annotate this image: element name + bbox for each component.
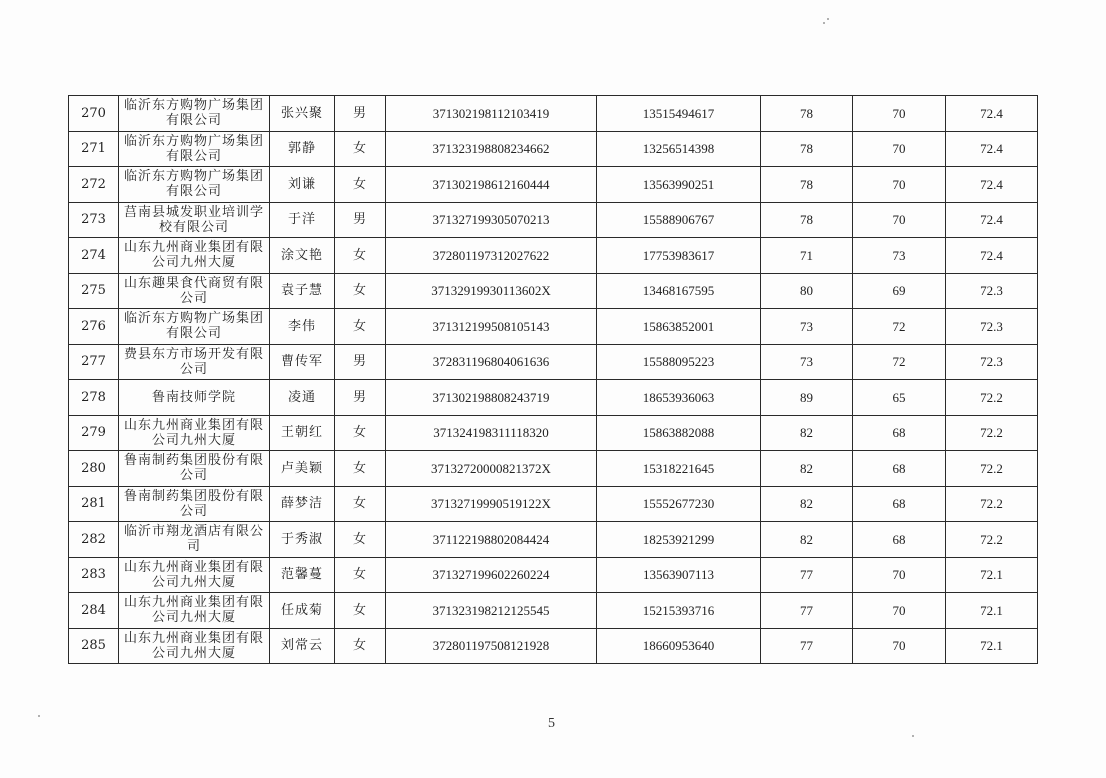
employer-cell: 临沂东方购物广场集团有限公司 [119, 96, 270, 132]
table-row [69, 273, 1038, 309]
row-index: 272 [69, 167, 119, 203]
gender-cell: 女 [335, 273, 386, 309]
table-row [69, 344, 1038, 380]
score-1-cell: 82 [761, 451, 853, 487]
table-row [69, 593, 1038, 629]
phone-cell: 15863882088 [597, 415, 761, 451]
scan-speck [827, 18, 829, 20]
phone-cell: 15863852001 [597, 309, 761, 345]
gender-cell: 女 [335, 557, 386, 593]
id-number-cell: 37132720000821372X [386, 451, 597, 487]
score-1-cell: 82 [761, 486, 853, 522]
score-2-cell: 70 [853, 167, 946, 203]
score-1-cell: 77 [761, 557, 853, 593]
score-2-cell: 72 [853, 309, 946, 345]
score-2-cell: 68 [853, 415, 946, 451]
employer-cell: 鲁南制药集团股份有限公司 [119, 451, 270, 487]
row-index: 281 [69, 486, 119, 522]
score-1-cell: 80 [761, 273, 853, 309]
name-cell: 李伟 [270, 309, 335, 345]
scan-speck [823, 22, 825, 24]
phone-cell: 15552677230 [597, 486, 761, 522]
employer-cell: 山东九州商业集团有限公司九州大厦 [119, 593, 270, 629]
gender-cell: 女 [335, 628, 386, 664]
employer-cell: 临沂东方购物广场集团有限公司 [119, 131, 270, 167]
id-number-cell: 371323198808234662 [386, 131, 597, 167]
name-cell: 凌通 [270, 380, 335, 416]
score-2-cell: 65 [853, 380, 946, 416]
gender-cell: 男 [335, 344, 386, 380]
table-body [69, 96, 1038, 664]
score-2-cell: 68 [853, 486, 946, 522]
id-number-cell: 371312199508105143 [386, 309, 597, 345]
employer-cell: 费县东方市场开发有限公司 [119, 344, 270, 380]
name-cell: 范馨蔓 [270, 557, 335, 593]
table-row [69, 451, 1038, 487]
total-score-cell: 72.3 [946, 309, 1038, 345]
score-1-cell: 82 [761, 415, 853, 451]
total-score-cell: 72.4 [946, 238, 1038, 274]
name-cell: 于秀淑 [270, 522, 335, 558]
row-index: 284 [69, 593, 119, 629]
total-score-cell: 72.4 [946, 167, 1038, 203]
phone-cell: 15318221645 [597, 451, 761, 487]
total-score-cell: 72.1 [946, 557, 1038, 593]
total-score-cell: 72.3 [946, 273, 1038, 309]
row-index: 285 [69, 628, 119, 664]
gender-cell: 女 [335, 486, 386, 522]
score-2-cell: 72 [853, 344, 946, 380]
phone-cell: 13563990251 [597, 167, 761, 203]
id-number-cell: 371323198212125545 [386, 593, 597, 629]
id-number-cell: 37132919930113602X [386, 273, 597, 309]
total-score-cell: 72.4 [946, 96, 1038, 132]
score-2-cell: 70 [853, 131, 946, 167]
table-row [69, 96, 1038, 132]
phone-cell: 15588095223 [597, 344, 761, 380]
gender-cell: 男 [335, 202, 386, 238]
name-cell: 郭静 [270, 131, 335, 167]
gender-cell: 女 [335, 522, 386, 558]
total-score-cell: 72.2 [946, 415, 1038, 451]
total-score-cell: 72.1 [946, 593, 1038, 629]
name-cell: 曹传军 [270, 344, 335, 380]
row-index: 279 [69, 415, 119, 451]
id-number-cell: 371302198112103419 [386, 96, 597, 132]
table-row [69, 380, 1038, 416]
table-row [69, 202, 1038, 238]
score-1-cell: 77 [761, 628, 853, 664]
score-1-cell: 77 [761, 593, 853, 629]
id-number-cell: 372831196804061636 [386, 344, 597, 380]
page-number: 5 [548, 716, 555, 731]
phone-cell: 18253921299 [597, 522, 761, 558]
score-2-cell: 70 [853, 593, 946, 629]
table-row [69, 486, 1038, 522]
score-1-cell: 82 [761, 522, 853, 558]
phone-cell: 17753983617 [597, 238, 761, 274]
employer-cell: 山东九州商业集团有限公司九州大厦 [119, 238, 270, 274]
row-index: 273 [69, 202, 119, 238]
row-index: 270 [69, 96, 119, 132]
employer-cell: 山东九州商业集团有限公司九州大厦 [119, 628, 270, 664]
name-cell: 张兴聚 [270, 96, 335, 132]
total-score-cell: 72.4 [946, 131, 1038, 167]
table-row [69, 522, 1038, 558]
name-cell: 任成菊 [270, 593, 335, 629]
id-number-cell: 37132719990519122X [386, 486, 597, 522]
score-2-cell: 70 [853, 202, 946, 238]
employer-cell: 山东九州商业集团有限公司九州大厦 [119, 557, 270, 593]
gender-cell: 女 [335, 451, 386, 487]
employer-cell: 临沂东方购物广场集团有限公司 [119, 167, 270, 203]
employer-cell: 鲁南技师学院 [119, 380, 270, 416]
score-1-cell: 78 [761, 202, 853, 238]
score-2-cell: 70 [853, 557, 946, 593]
score-1-cell: 78 [761, 131, 853, 167]
table-row [69, 628, 1038, 664]
total-score-cell: 72.2 [946, 486, 1038, 522]
scan-speck [38, 715, 40, 717]
score-2-cell: 70 [853, 628, 946, 664]
results-table [68, 95, 1038, 664]
employer-cell: 莒南县城发职业培训学校有限公司 [119, 202, 270, 238]
table-row [69, 557, 1038, 593]
score-1-cell: 73 [761, 309, 853, 345]
phone-cell: 18653936063 [597, 380, 761, 416]
row-index: 275 [69, 273, 119, 309]
employer-cell: 山东九州商业集团有限公司九州大厦 [119, 415, 270, 451]
row-index: 274 [69, 238, 119, 274]
phone-cell: 13468167595 [597, 273, 761, 309]
gender-cell: 女 [335, 309, 386, 345]
table-row [69, 415, 1038, 451]
total-score-cell: 72.1 [946, 628, 1038, 664]
id-number-cell: 372801197312027622 [386, 238, 597, 274]
name-cell: 薛梦洁 [270, 486, 335, 522]
id-number-cell: 372801197508121928 [386, 628, 597, 664]
name-cell: 王朝红 [270, 415, 335, 451]
score-2-cell: 73 [853, 238, 946, 274]
row-index: 282 [69, 522, 119, 558]
id-number-cell: 371122198802084424 [386, 522, 597, 558]
name-cell: 涂文艳 [270, 238, 335, 274]
phone-cell: 18660953640 [597, 628, 761, 664]
phone-cell: 13563907113 [597, 557, 761, 593]
score-2-cell: 69 [853, 273, 946, 309]
row-index: 276 [69, 309, 119, 345]
scan-speck [912, 735, 914, 737]
employer-cell: 山东趣果食代商贸有限公司 [119, 273, 270, 309]
name-cell: 刘常云 [270, 628, 335, 664]
id-number-cell: 371302198808243719 [386, 380, 597, 416]
phone-cell: 13515494617 [597, 96, 761, 132]
phone-cell: 15588906767 [597, 202, 761, 238]
gender-cell: 女 [335, 131, 386, 167]
total-score-cell: 72.2 [946, 380, 1038, 416]
gender-cell: 女 [335, 238, 386, 274]
score-1-cell: 73 [761, 344, 853, 380]
employer-cell: 鲁南制药集团股份有限公司 [119, 486, 270, 522]
score-1-cell: 78 [761, 167, 853, 203]
phone-cell: 13256514398 [597, 131, 761, 167]
id-number-cell: 371302198612160444 [386, 167, 597, 203]
score-2-cell: 70 [853, 96, 946, 132]
row-index: 271 [69, 131, 119, 167]
row-index: 283 [69, 557, 119, 593]
gender-cell: 女 [335, 415, 386, 451]
name-cell: 卢美颖 [270, 451, 335, 487]
gender-cell: 男 [335, 380, 386, 416]
score-1-cell: 71 [761, 238, 853, 274]
employer-cell: 临沂市翔龙酒店有限公司 [119, 522, 270, 558]
total-score-cell: 72.2 [946, 451, 1038, 487]
table-row [69, 131, 1038, 167]
employer-cell: 临沂东方购物广场集团有限公司 [119, 309, 270, 345]
score-1-cell: 89 [761, 380, 853, 416]
score-1-cell: 78 [761, 96, 853, 132]
id-number-cell: 371327199305070213 [386, 202, 597, 238]
phone-cell: 15215393716 [597, 593, 761, 629]
name-cell: 袁子慧 [270, 273, 335, 309]
gender-cell: 男 [335, 96, 386, 132]
total-score-cell: 72.2 [946, 522, 1038, 558]
name-cell: 刘谦 [270, 167, 335, 203]
gender-cell: 女 [335, 593, 386, 629]
row-index: 280 [69, 451, 119, 487]
id-number-cell: 371327199602260224 [386, 557, 597, 593]
row-index: 277 [69, 344, 119, 380]
table-row [69, 238, 1038, 274]
table-row [69, 309, 1038, 345]
score-2-cell: 68 [853, 522, 946, 558]
row-index: 278 [69, 380, 119, 416]
score-2-cell: 68 [853, 451, 946, 487]
id-number-cell: 371324198311118320 [386, 415, 597, 451]
total-score-cell: 72.4 [946, 202, 1038, 238]
table-row [69, 167, 1038, 203]
total-score-cell: 72.3 [946, 344, 1038, 380]
name-cell: 于洋 [270, 202, 335, 238]
gender-cell: 女 [335, 167, 386, 203]
